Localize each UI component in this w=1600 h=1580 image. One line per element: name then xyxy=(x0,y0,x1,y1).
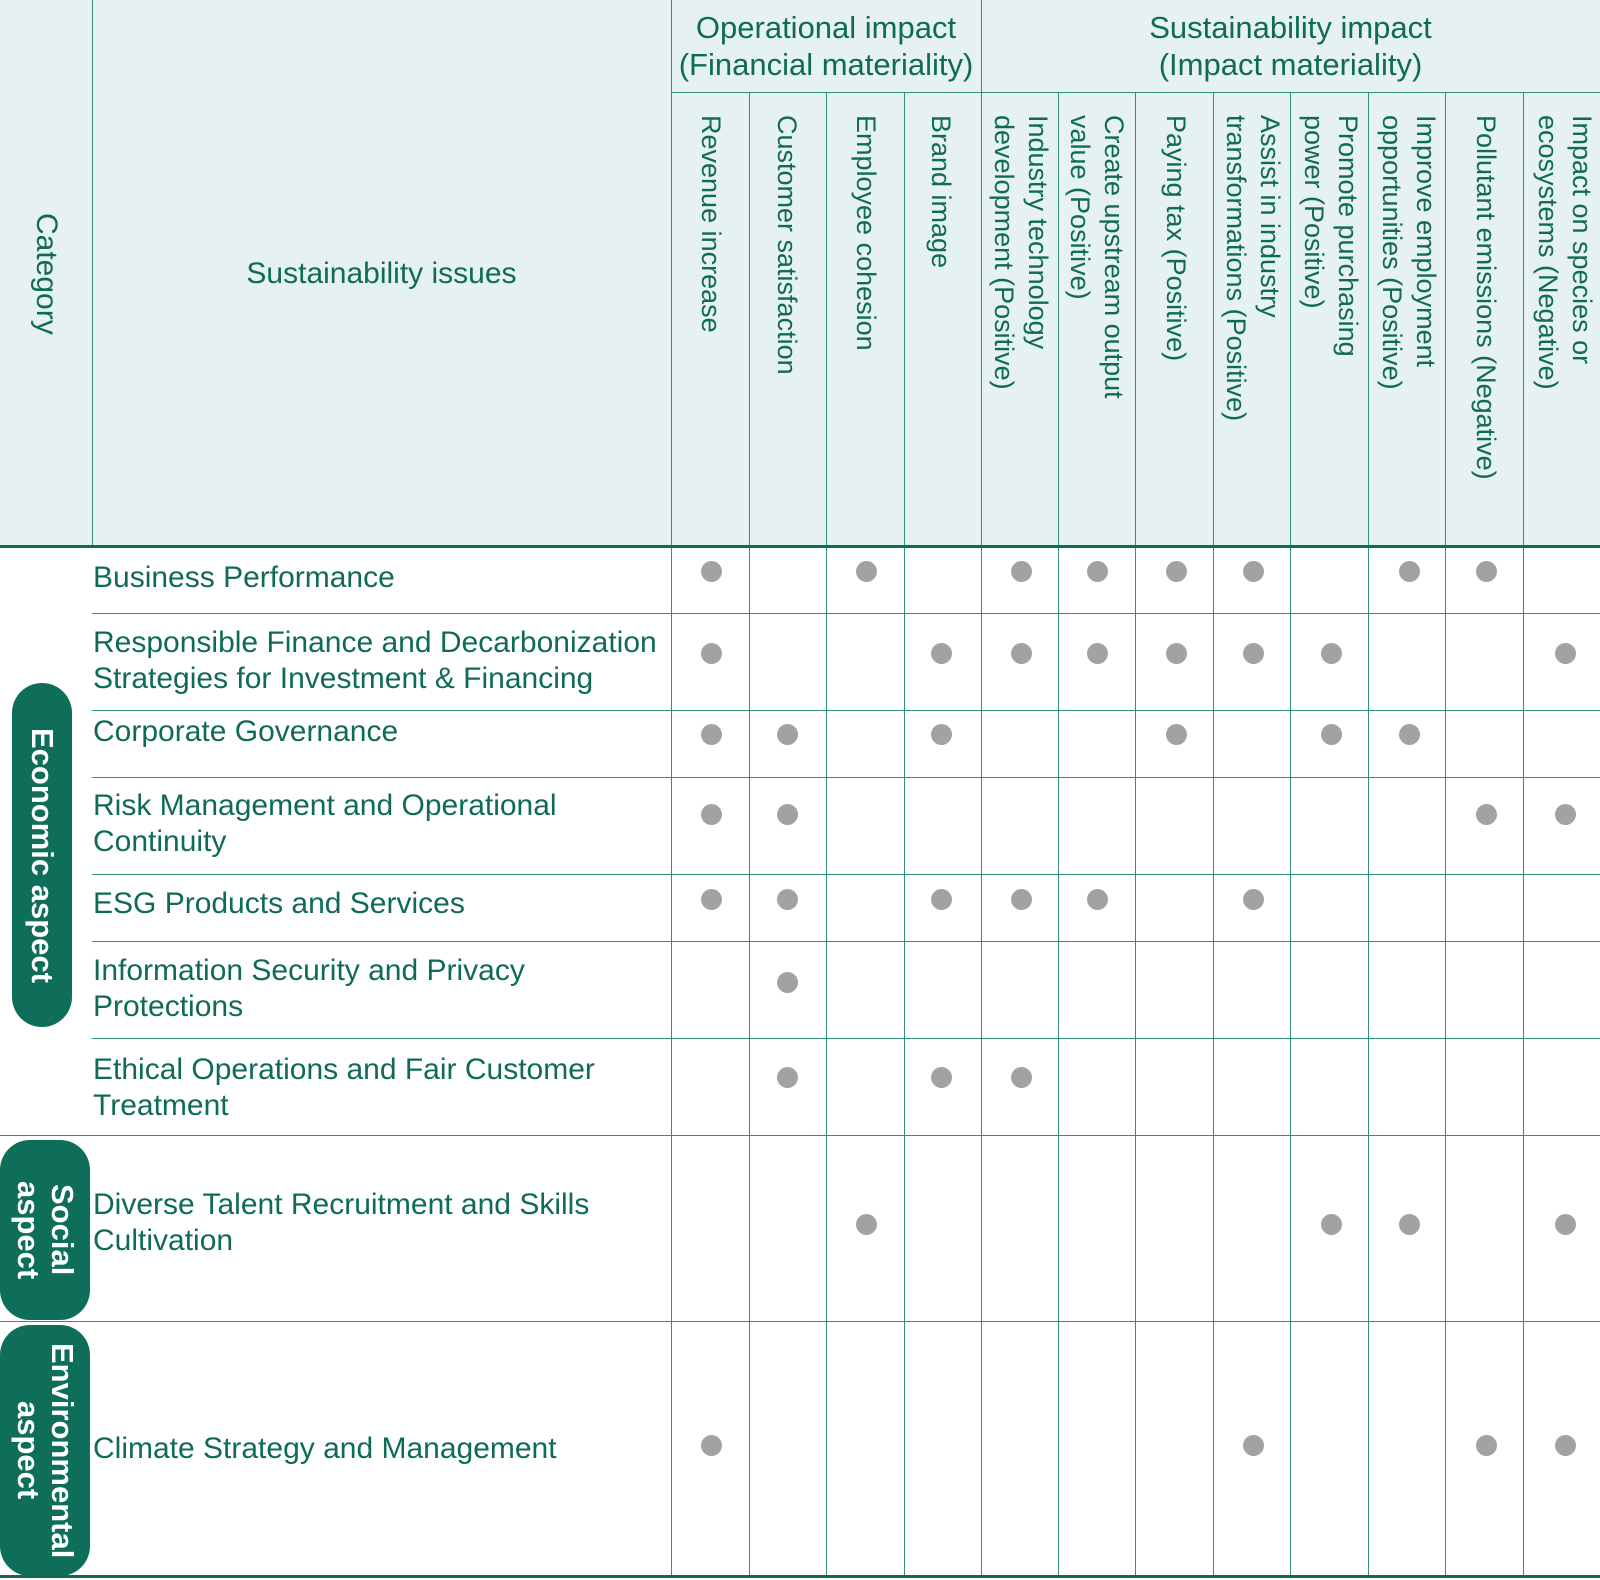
materiality-dot xyxy=(856,561,877,582)
materiality-dot xyxy=(777,1067,798,1088)
column-header-5 xyxy=(982,115,1060,545)
column-header-2 xyxy=(748,115,826,545)
materiality-dot xyxy=(1476,804,1497,825)
table-bottom-border xyxy=(0,1575,1600,1578)
materiality-dot xyxy=(1321,643,1342,664)
row-divider-line xyxy=(0,1135,1600,1136)
materiality-dot xyxy=(1011,561,1032,582)
group-title: Sustainability impact xyxy=(1149,10,1432,45)
materiality-dot xyxy=(777,724,798,745)
materiality-dot xyxy=(777,889,798,910)
column-divider-line xyxy=(826,92,827,1578)
materiality-dot xyxy=(1087,889,1108,910)
row-divider-line xyxy=(92,710,1600,711)
materiality-dot xyxy=(1555,1214,1576,1235)
group-subtitle: (Impact materiality) xyxy=(1158,47,1423,82)
column-header-label: Promote purchasing power (Positive) xyxy=(1299,115,1363,357)
operational-impact-group-header xyxy=(671,0,981,92)
column-header-label: Industry technology development (Positive) xyxy=(989,115,1053,390)
materiality-dot xyxy=(777,804,798,825)
materiality-dot xyxy=(1087,561,1108,582)
issue-label: Responsible Finance and Decarbonization Strategies for Investment & Financing xyxy=(93,626,657,695)
column-header-label: Improve employment opportunities (Positive) xyxy=(1377,115,1441,390)
materiality-dot xyxy=(1321,1214,1342,1235)
column-header-label: Pollutant emissions (Negative) xyxy=(1471,115,1501,480)
group-divider-line xyxy=(981,0,982,92)
materiality-dot xyxy=(701,643,722,664)
column-header-10 xyxy=(1370,115,1448,545)
column-header-4 xyxy=(902,115,980,545)
header-bottom-border xyxy=(0,545,1600,548)
column-header-label: Create upstream output value (Positive) xyxy=(1065,115,1129,399)
column-header-label: Revenue increase xyxy=(696,115,726,333)
column-header-11 xyxy=(1447,115,1525,545)
column-divider-line xyxy=(1213,92,1214,1578)
materiality-dot xyxy=(1476,1435,1497,1456)
column-divider-line xyxy=(1445,92,1446,1578)
column-header-label: Employee cohesion xyxy=(851,115,881,351)
row-divider-line xyxy=(0,1321,1600,1322)
materiality-dot xyxy=(1011,889,1032,910)
materiality-dot xyxy=(1555,643,1576,664)
materiality-dot xyxy=(701,889,722,910)
issues-divider-line xyxy=(92,0,93,547)
group-subtitle: (Financial materiality) xyxy=(678,47,974,82)
column-divider-line xyxy=(1523,92,1524,1578)
materiality-dot xyxy=(1399,1214,1420,1235)
category-badge-environmental xyxy=(0,1325,90,1576)
column-header-label: Brand image xyxy=(926,115,956,269)
materiality-dot xyxy=(777,972,798,993)
materiality-dot xyxy=(1243,889,1264,910)
column-header-label: Impact on species or ecosystems (Negative) xyxy=(1533,115,1597,390)
column-divider-line xyxy=(904,92,905,1578)
materiality-dot xyxy=(701,804,722,825)
materiality-dot xyxy=(856,1214,877,1235)
materiality-dot xyxy=(1476,561,1497,582)
materiality-dot xyxy=(931,643,952,664)
row-divider-line xyxy=(92,874,1600,875)
materiality-dot xyxy=(931,1067,952,1088)
materiality-dot xyxy=(1243,1435,1264,1456)
materiality-dot xyxy=(1321,724,1342,745)
issues-column-header xyxy=(92,0,671,547)
materiality-dot xyxy=(1166,724,1187,745)
column-header-9 xyxy=(1292,115,1370,545)
materiality-dot xyxy=(701,1435,722,1456)
row-divider-line xyxy=(92,777,1600,778)
materiality-dot xyxy=(1166,643,1187,664)
materiality-dot xyxy=(701,561,722,582)
group-header-underline xyxy=(671,92,1600,93)
issue-label: Ethical Operations and Fair Customer Treatment xyxy=(93,1053,595,1122)
issue-label: Business Performance xyxy=(93,561,395,594)
issue-label: Corporate Governance xyxy=(93,715,399,748)
category-badge-label: Economic aspect xyxy=(25,727,60,983)
row-divider-line xyxy=(92,941,1600,942)
column-divider-line xyxy=(1290,92,1291,1578)
materiality-dot xyxy=(1087,643,1108,664)
column-divider-line xyxy=(671,0,672,1578)
issue-label: Risk Management and Operational Continuity xyxy=(93,789,557,858)
category-header-label: Category xyxy=(30,212,63,335)
issue-label: Diverse Talent Recruitment and Skills Cultivation xyxy=(93,1188,590,1257)
column-divider-line xyxy=(749,92,750,1578)
issue-label: ESG Products and Services xyxy=(93,887,465,920)
materiality-dot xyxy=(1011,1067,1032,1088)
materiality-dot xyxy=(1011,643,1032,664)
category-badge-label: Environmental aspect xyxy=(11,1342,80,1559)
materiality-dot xyxy=(1399,724,1420,745)
sustainability-impact-group-header xyxy=(981,0,1600,92)
column-divider-line xyxy=(1135,92,1136,1578)
group-title: Operational impact xyxy=(695,10,957,45)
materiality-dot xyxy=(701,724,722,745)
category-column-header xyxy=(0,0,92,547)
column-header-label: Assist in industry transformations (Positive) xyxy=(1221,115,1285,422)
row-divider-line xyxy=(92,613,1600,614)
materiality-dot xyxy=(1555,1435,1576,1456)
column-header-8 xyxy=(1214,115,1292,545)
column-divider-line xyxy=(981,92,982,1578)
column-header-1 xyxy=(672,115,750,545)
materiality-dot xyxy=(1243,561,1264,582)
materiality-dot xyxy=(1243,643,1264,664)
column-divider-line xyxy=(1058,92,1059,1578)
materiality-dot xyxy=(931,889,952,910)
column-header-label: Customer satisfaction xyxy=(772,115,802,375)
category-badge-social xyxy=(0,1140,90,1320)
issue-label: Climate Strategy and Management xyxy=(93,1432,557,1465)
category-badge-label: Social aspect xyxy=(11,1180,80,1280)
materiality-dot xyxy=(1166,561,1187,582)
column-header-7 xyxy=(1137,115,1215,545)
column-header-label: Paying tax (Positive) xyxy=(1161,115,1191,362)
column-header-12 xyxy=(1526,115,1600,545)
row-divider-line xyxy=(92,1038,1600,1039)
column-divider-line xyxy=(1368,92,1369,1578)
materiality-dot xyxy=(1399,561,1420,582)
issue-label: Information Security and Privacy Protections xyxy=(93,954,525,1023)
category-badge-economic xyxy=(12,683,72,1027)
issues-header-label: Sustainability issues xyxy=(246,256,517,290)
materiality-dot xyxy=(931,724,952,745)
column-header-3 xyxy=(827,115,905,545)
column-header-6 xyxy=(1058,115,1136,545)
materiality-dot xyxy=(1555,804,1576,825)
